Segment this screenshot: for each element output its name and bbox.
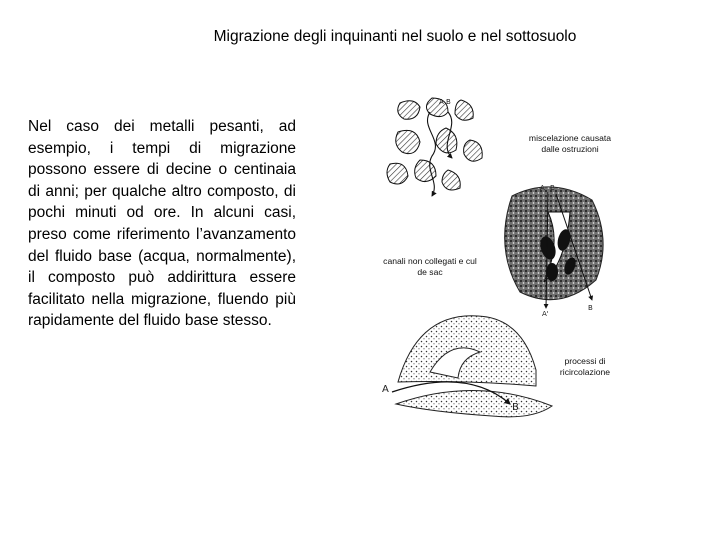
caption-mixing: miscelazione causata dalle ostruzioni [528,133,612,154]
caption-dead-end: canali non collegati e cul de sac [383,256,477,277]
panel-recirculation [382,316,552,417]
panel-dead-end [505,184,603,318]
point-label-a: A [439,98,444,106]
point-label-b-2: B [550,184,555,192]
point-label-a-prime: A' [542,310,549,318]
slide-title: Migrazione degli inquinanti nel suolo e nel sottosuolo [213,28,577,45]
body-paragraph: Nel caso dei metalli pesanti, ad esempio, i tempi di migrazione possono essere di decine o centinaia di anni; per qualche altro composto, di pochi minuti od ore. In alcuni casi, preso come riferimento l’avanzamento del fluido base (acqua, normalmente), il composto può addirittura essere facilitato nella migrazione, fluendo più rapidamente del fluido base stesso. [28,118,296,330]
point-label-b: B [446,98,451,106]
panel-mixing [387,98,482,196]
point-label-a-2: A [540,184,545,192]
point-label-big-a: A [382,384,389,395]
point-label-b-2-end: B [588,304,593,312]
point-label-big-b: B [512,402,519,413]
caption-recirculation: processi di ricircolazione [559,356,611,377]
